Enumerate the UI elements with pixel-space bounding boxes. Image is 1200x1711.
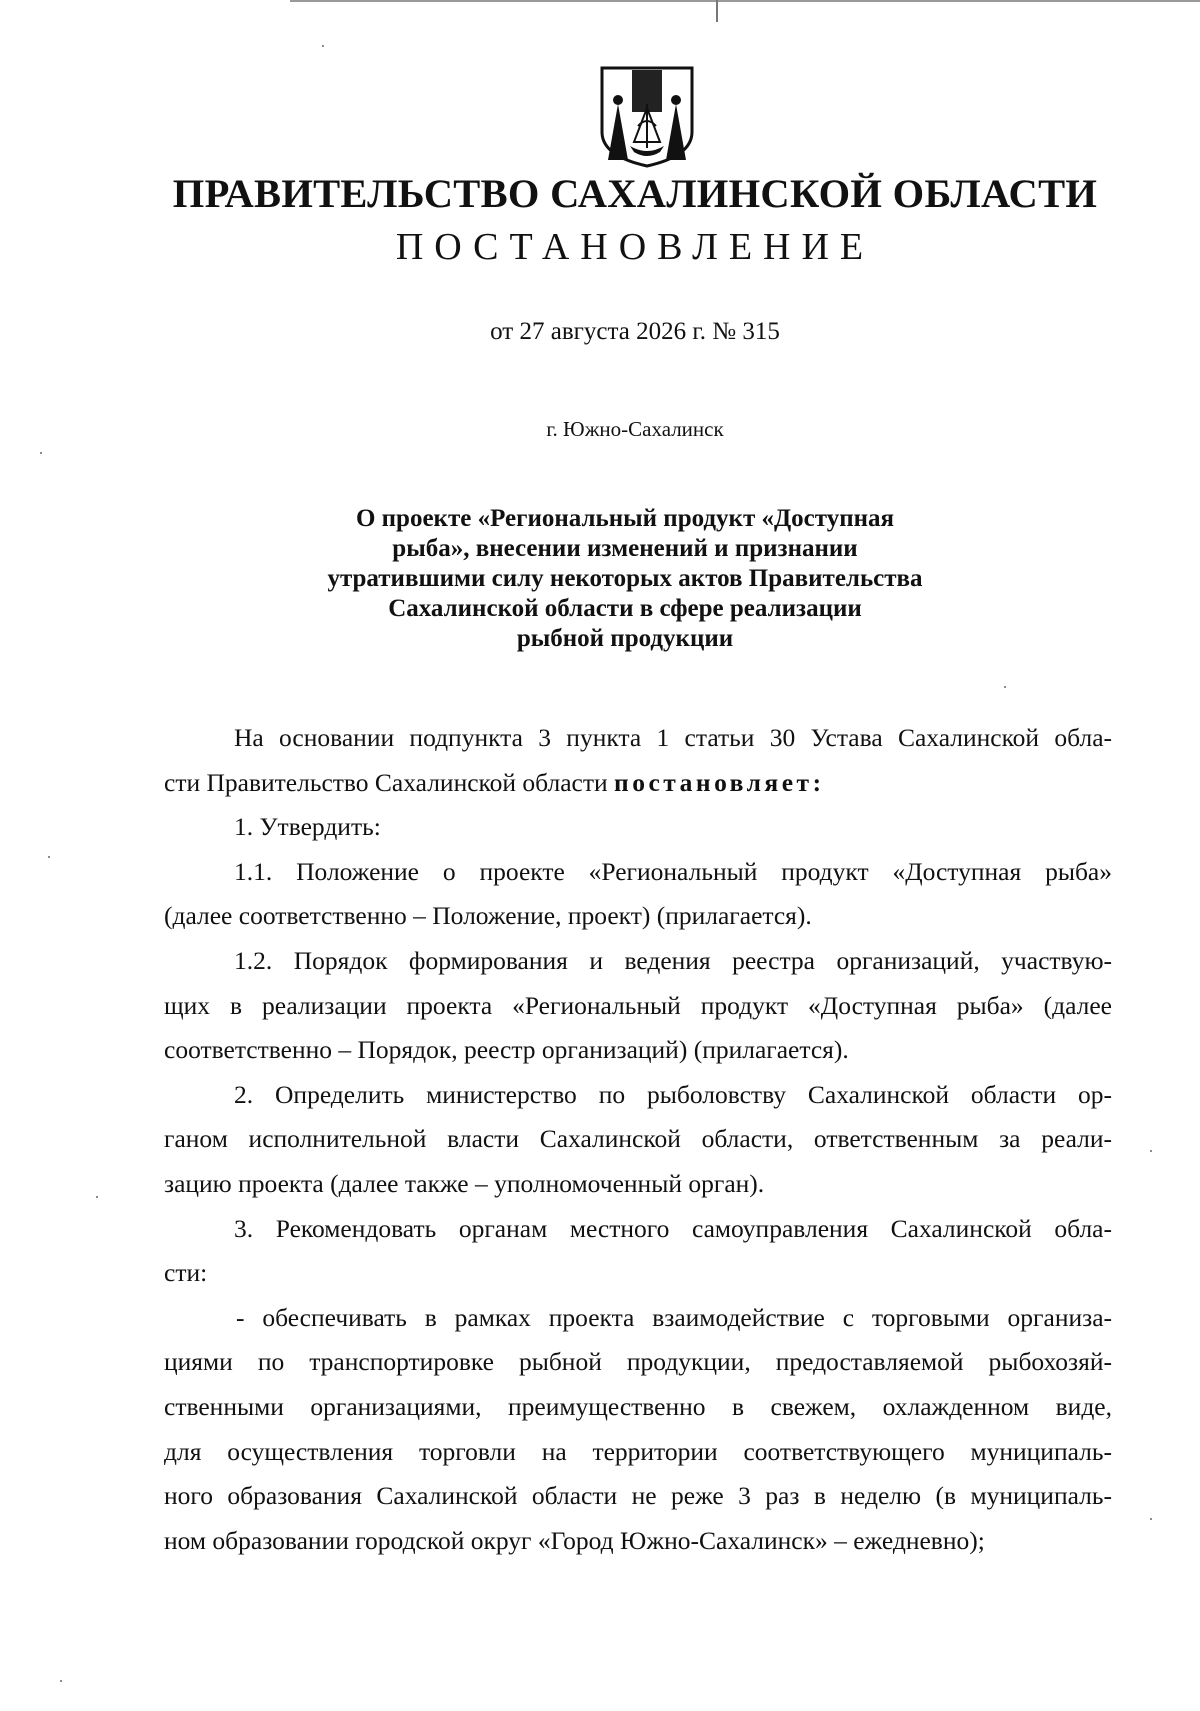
text-line: ного образования Сахалинской области не реже 3 раз в неделю (в муниципаль- xyxy=(164,1481,1112,1511)
item-1-2 xyxy=(164,939,1112,1073)
scan-speck xyxy=(322,45,324,47)
scan-speck xyxy=(96,1196,98,1198)
text-line: - обеспечивать в рамках проекта взаимодействие с торговыми организа- xyxy=(236,1302,1112,1332)
text-line: ном образовании городской округ «Город Южно-Сахалинск» – ежедневно); xyxy=(164,1525,985,1555)
preamble-paragraph xyxy=(164,716,1112,805)
text-line: соответственно – Порядок, реестр организаций) (прилагается). xyxy=(164,1035,849,1065)
scan-speck xyxy=(48,856,50,858)
item-3-bullet xyxy=(164,1296,1112,1564)
text-line: ственными организациями, преимущественно в свежем, охлажденном виде, xyxy=(164,1391,1112,1421)
text-line: ганом исполнительной власти Сахалинской области, ответственным за реали- xyxy=(164,1124,1112,1154)
scan-edge-line xyxy=(290,0,1200,2)
title-line: О проекте «Региональный продукт «Доступная xyxy=(355,505,895,532)
document-title xyxy=(230,504,1020,654)
text-line: 3. Рекомендовать органам местного самоуправления Сахалинской обла- xyxy=(234,1213,1112,1243)
scan-speck xyxy=(1004,686,1006,688)
text-line: сти: xyxy=(164,1258,208,1288)
title-line: Сахалинской области в сфере реализации xyxy=(388,595,862,622)
title-line: рыба», внесении изменений и признании xyxy=(392,535,858,562)
text-line: циями по транспортировке рыбной продукции, предоставляемой рыбохозяй- xyxy=(164,1347,1112,1377)
item-1-1 xyxy=(164,850,1112,939)
text-line: На основании подпункта 3 пункта 1 статьи 30 Устава Сахалинской обла- xyxy=(234,723,1112,752)
document-date-number: от 27 августа 2026 г. № 315 xyxy=(490,318,780,345)
scan-speck xyxy=(60,1680,62,1682)
item-2 xyxy=(164,1073,1112,1207)
scan-speck xyxy=(1150,1518,1152,1520)
text-line: 1. Утвердить: xyxy=(234,812,381,842)
organization-name: ПРАВИТЕЛЬСТВО САХАЛИНСКОЙ ОБЛАСТИ xyxy=(172,171,1098,216)
text-line: для осуществления торговли на территории соответствующего муниципаль- xyxy=(164,1436,1112,1466)
item-1 xyxy=(164,805,1112,850)
document-type: ПОСТАНОВЛЕНИЕ xyxy=(395,226,875,268)
preamble-text: сти Правительство Сахалинской области xyxy=(164,767,608,797)
decree-keyword: постановляет: xyxy=(614,767,825,797)
text-line: щих в реализации проекта «Региональный продукт «Доступная рыба» (далее xyxy=(164,990,1112,1020)
document-body xyxy=(164,716,1112,1563)
text-line: (далее соответственно – Положение, проект) (прилагается). xyxy=(164,901,812,931)
scan-speck xyxy=(1150,1150,1152,1152)
document-city: г. Южно-Сахалинск xyxy=(546,417,724,441)
scan-mark xyxy=(716,0,718,22)
title-line: рыбной продукции xyxy=(516,625,734,652)
text-line: 2. Определить министерство по рыболовству Сахалинской области ор- xyxy=(234,1079,1112,1109)
item-3 xyxy=(164,1207,1112,1296)
title-line: утратившими силу некоторых актов Правительства xyxy=(327,565,923,592)
text-line: 1.1. Положение о проекте «Региональный продукт «Доступная рыба» xyxy=(234,856,1112,886)
coat-of-arms-icon xyxy=(598,64,696,168)
text-line: зацию проекта (далее также – уполномоченный орган). xyxy=(164,1168,765,1198)
scan-speck xyxy=(40,452,42,454)
text-line xyxy=(164,761,1112,806)
text-line: 1.2. Порядок формирования и ведения реестра организаций, участвую- xyxy=(234,945,1112,975)
